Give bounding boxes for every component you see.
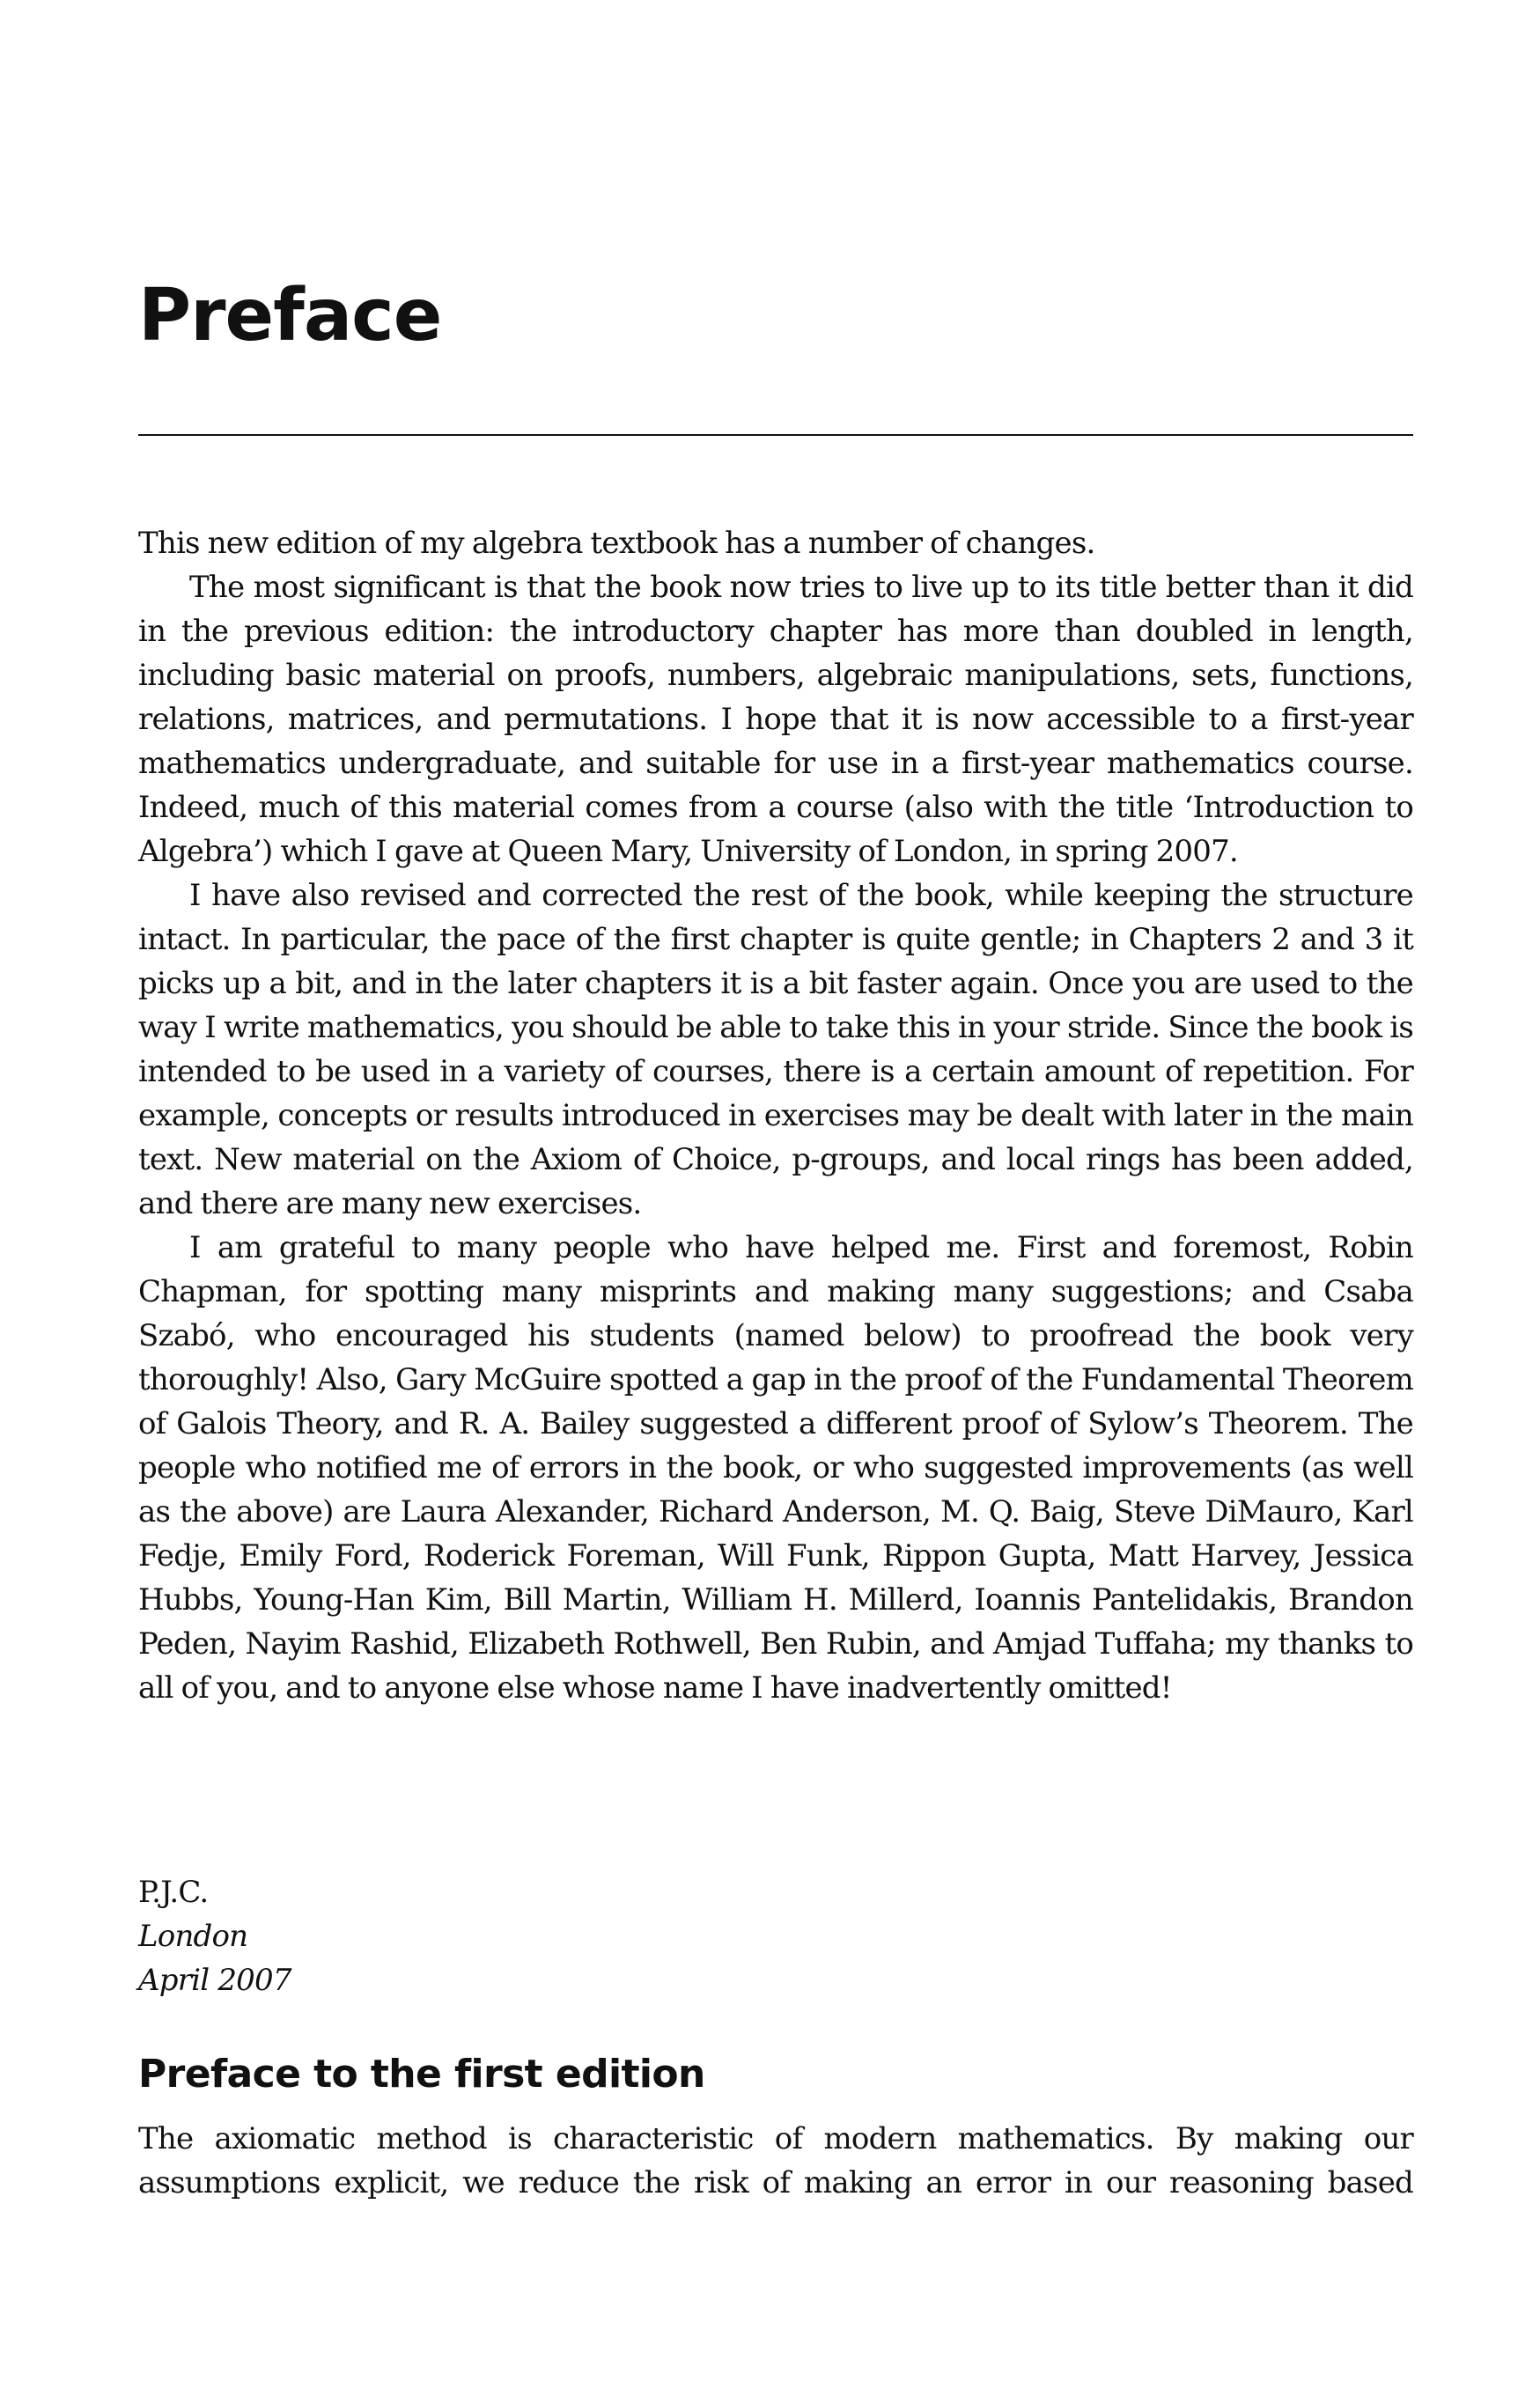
signature-initials: P.J.C. (138, 1875, 209, 1910)
paragraph-1: This new edition of my algebra textbook has a number of changes. (138, 526, 1095, 561)
book-page (138, 0, 1413, 2403)
first-edition-body (138, 2117, 1413, 2205)
paragraph-3: I have also revised and corrected the rest of the book, while keeping the structure intact. In particular, the pace of the first chapter is quite gentle; in Chapters 2 and 3 it picks up a bit, and in the later chapters it is a bit faster again. Once you are used to the way I write mathematics, you should be able to take this in your stride. Since the book is intended to be used in a variety of courses, there is a certain amount of repetition. For example, concepts or results introduced in exercises may be dealt with later in the main text. New material on the Axiom of Choice, p-groups, and local rings has been added, and there are many new exercises. (138, 878, 1413, 1221)
preface-body (138, 521, 1413, 1710)
title-rule (138, 434, 1413, 436)
page-title: Preface (138, 274, 442, 358)
first-edition-paragraph: The axiomatic method is characteristic of modern mathematics. By making our assumptions explicit, we reduce the risk of making an error in our reasoning based (138, 2121, 1413, 2200)
paragraph-2: The most significant is that the book now tries to live up to its title better than it did in the previous edition: the introductory chapter has more than doubled in length, including basic material on proofs, numbers, algebraic manipulations, sets, functions, relations, matrices, and permutations. I hope that it is now accessible to a first-year mathematics undergraduate, and suitable for use in a first-year mathematics course. Indeed, much of this material comes from a course (also with the title ‘Introduction to Algebra’) which I gave at Queen Mary, University of London, in spring 2007. (138, 570, 1413, 869)
signature-date: April 2007 (138, 1963, 291, 1998)
paragraph-4: I am grateful to many people who have helped me. First and foremost, Robin Chapman, for spotting many misprints and making many suggestions; and Csaba Szabó, who encouraged his students (named below) to proofread the book very thoroughly! Also, Gary McGuire spotted a gap in the proof of the Fundamental Theorem of Galois Theory, and R. A. Bailey suggested a different proof of Sylow’s Theorem. The people who notified me of errors in the book, or who suggested improvements (as well as the above) are Laura Alexander, Richard Anderson, M. Q. Baig, Steve DiMauro, Karl Fedje, Emily Ford, Roderick Foreman, Will Funk, Rippon Gupta, Matt Harvey, Jessica Hubbs, Young-Han Kim, Bill Martin, William H. Millerd, Ioannis Pantelidakis, Brandon Peden, Nayim Rashid, Elizabeth Rothwell, Ben Rubin, and Amjad Tuffaha; my thanks to all of you, and to anyone else whose name I have inadvertently omitted! (138, 1230, 1413, 1706)
signature-block (138, 1870, 291, 2002)
first-edition-heading: Preface to the first edition (138, 2052, 705, 2097)
signature-place: London (138, 1919, 248, 1954)
